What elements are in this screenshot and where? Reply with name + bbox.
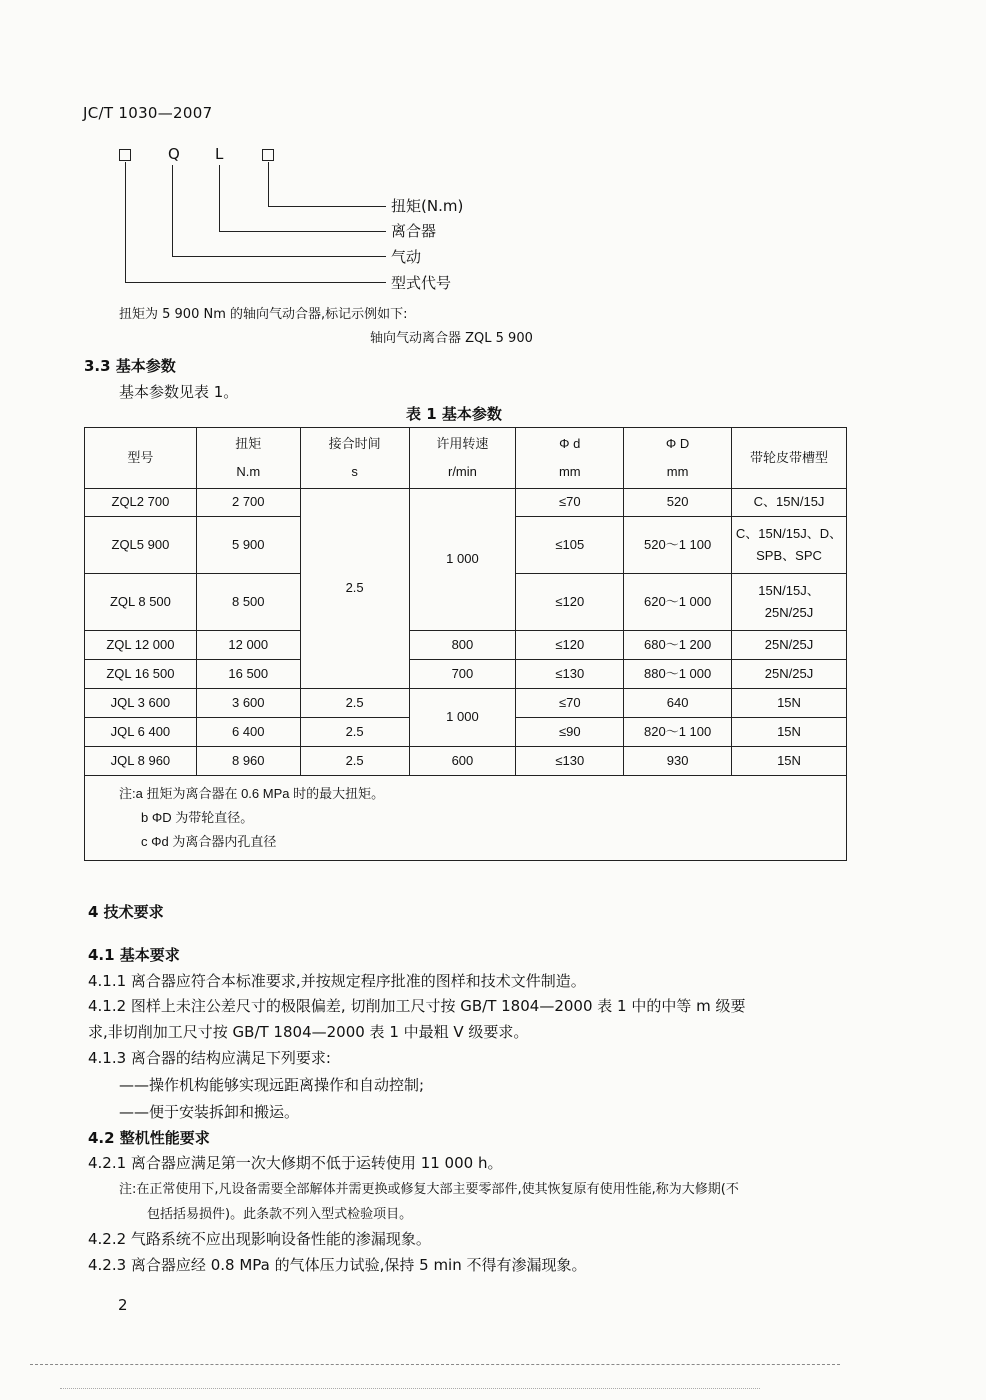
section-3-3-text: 基本参数见表 1。 [119,383,239,401]
cell-belt: C、15N/15J、D、 SPB、SPC [732,517,847,574]
cell-belt: 25N/25J [732,660,847,689]
label-pneumatic: 气动 [391,248,422,266]
cell-speed: 700 [409,660,516,689]
cell-model: JQL 8 960 [85,747,197,776]
note-a: 注:a 扭矩为离合器在 0.6 MPa 时的最大扭矩。 [119,786,385,801]
clause-4-2-2: 4.2.2 气路系统不应出现影响设备性能的渗漏现象。 [88,1230,431,1248]
clause-4-2-1: 4.2.1 离合器应满足第一次大修期不低于运转使用 11 000 h。 [88,1154,503,1172]
label-type-code: 型式代号 [391,274,452,292]
cell-speed: 600 [409,747,516,776]
leader-line [219,231,386,232]
cell-phi-D: 880～1 000 [624,660,732,689]
cell-phi-D: 930 [624,747,732,776]
header-model: 型号 [85,428,197,489]
cell-model: JQL 3 600 [85,689,197,718]
cell-phi-d: ≤120 [516,574,624,631]
cell-phi-D: 620～1 000 [624,574,732,631]
cell-speed: 800 [409,631,516,660]
cell-engage-time: 2.5 [300,718,409,747]
cell-phi-D: 640 [624,689,732,718]
clause-4-2-1-note-line2: 包括括易损件)。此条款不列入型式检验项目。 [147,1207,413,1222]
header-phi-D: Φ D mm [624,428,732,489]
cell-belt: 15N [732,718,847,747]
leader-line [125,282,386,283]
header-engage-time: 接合时间 s [300,428,409,489]
basic-parameters-table [84,427,847,861]
torque-box [262,149,274,161]
table-header-row [85,428,847,489]
cell-model: ZQL5 900 [85,517,197,574]
cell-speed: 1 000 [409,489,516,631]
clause-4-1-2-line2: 求,非切削加工尺寸按 GB/T 1804—2000 表 1 中最粗 V 级要求。 [88,1023,529,1041]
table-row [85,660,847,689]
table-row [85,489,847,517]
scan-edge-line [60,1388,760,1389]
header-belt-type: 带轮皮带槽型 [732,428,847,489]
cell-belt: 15N [732,747,847,776]
leader-line [125,162,126,282]
section-4-title: 4 技术要求 [88,903,164,921]
table-caption: 表 1 基本参数 [406,405,502,423]
scan-edge-line [30,1364,840,1365]
cell-belt: 25N/25J [732,631,847,660]
cell-torque: 6 400 [196,718,300,747]
clause-4-2-1-note-line1: 注:在正常使用下,凡设备需要全部解体并需更换或修复大部主要零部件,使其恢复原有使用性能,称为大修期(不 [119,1182,739,1197]
section-4-2-title: 4.2 整机性能要求 [88,1129,210,1147]
cell-model: ZQL 12 000 [85,631,197,660]
note-c: c Φd 为离合器内孔直径 [141,834,277,849]
leader-line [268,206,386,207]
cell-phi-d: ≤70 [516,689,624,718]
cell-engage-time: 2.5 [300,747,409,776]
table-row [85,689,847,718]
example-text: 扭矩为 5 900 Nm 的轴向气动合器,标记示例如下: [119,307,408,322]
cell-phi-d: ≤130 [516,660,624,689]
cell-torque: 12 000 [196,631,300,660]
cell-torque: 8 960 [196,747,300,776]
table-notes [85,776,847,861]
cell-model: ZQL 16 500 [85,660,197,689]
cell-torque: 16 500 [196,660,300,689]
cell-torque: 3 600 [196,689,300,718]
cell-torque: 8 500 [196,574,300,631]
cell-phi-D: 520～1 100 [624,517,732,574]
cell-phi-d: ≤130 [516,747,624,776]
clause-4-1-3-item-a: ——操作机构能够实现远距离操作和自动控制; [119,1076,425,1094]
cell-belt: 15N [732,689,847,718]
cell-belt: C、15N/15J [732,489,847,517]
section-4-1-title: 4.1 基本要求 [88,946,180,964]
table-notes-row [85,776,847,861]
header-torque: 扭矩 N.m [196,428,300,489]
cell-phi-D: 520 [624,489,732,517]
designation-q: Q [168,145,180,163]
type-code-box [119,149,131,161]
standard-code: JC/T 1030—2007 [83,104,213,122]
page-number: 2 [118,1296,128,1314]
cell-phi-d: ≤105 [516,517,624,574]
clause-4-1-2-line1: 4.1.2 图样上未注公差尺寸的极限偏差, 切削加工尺寸按 GB/T 1804—2000 表 1 中的中等 m 级要 [88,997,746,1015]
note-b: b ΦD 为带轮直径。 [141,810,254,825]
cell-engage-time: 2.5 [300,489,409,689]
label-clutch: 离合器 [391,222,437,240]
cell-engage-time: 2.5 [300,689,409,718]
table-row [85,747,847,776]
cell-model: ZQL 8 500 [85,574,197,631]
header-phi-d: Φ d mm [516,428,624,489]
example-mark: 轴向气动离合器 ZQL 5 900 [370,331,533,346]
cell-phi-d: ≤90 [516,718,624,747]
table-row [85,631,847,660]
designation-l: L [215,145,224,163]
clause-4-1-3-item-b: ——便于安装拆卸和搬运。 [119,1103,300,1121]
clause-4-2-3: 4.2.3 离合器应经 0.8 MPa 的气体压力试验,保持 5 min 不得有渗漏现象。 [88,1256,587,1274]
leader-line [268,162,269,206]
clause-4-1-1: 4.1.1 离合器应符合本标准要求,并按规定程序批准的图样和技术文件制造。 [88,972,586,990]
cell-phi-d: ≤120 [516,631,624,660]
header-speed: 许用转速 r/min [409,428,516,489]
cell-phi-D: 820～1 100 [624,718,732,747]
cell-speed: 1 000 [409,689,516,747]
cell-phi-D: 680～1 200 [624,631,732,660]
clause-4-1-3: 4.1.3 离合器的结构应满足下列要求: [88,1049,331,1067]
section-3-3-title: 3.3 基本参数 [84,357,176,375]
cell-phi-d: ≤70 [516,489,624,517]
leader-line [172,165,173,256]
cell-torque: 5 900 [196,517,300,574]
label-torque: 扭矩(N.m) [391,197,464,215]
leader-line [219,165,220,231]
cell-torque: 2 700 [196,489,300,517]
leader-line [172,256,386,257]
cell-model: JQL 6 400 [85,718,197,747]
cell-belt: 15N/15J、 25N/25J [732,574,847,631]
cell-model: ZQL2 700 [85,489,197,517]
